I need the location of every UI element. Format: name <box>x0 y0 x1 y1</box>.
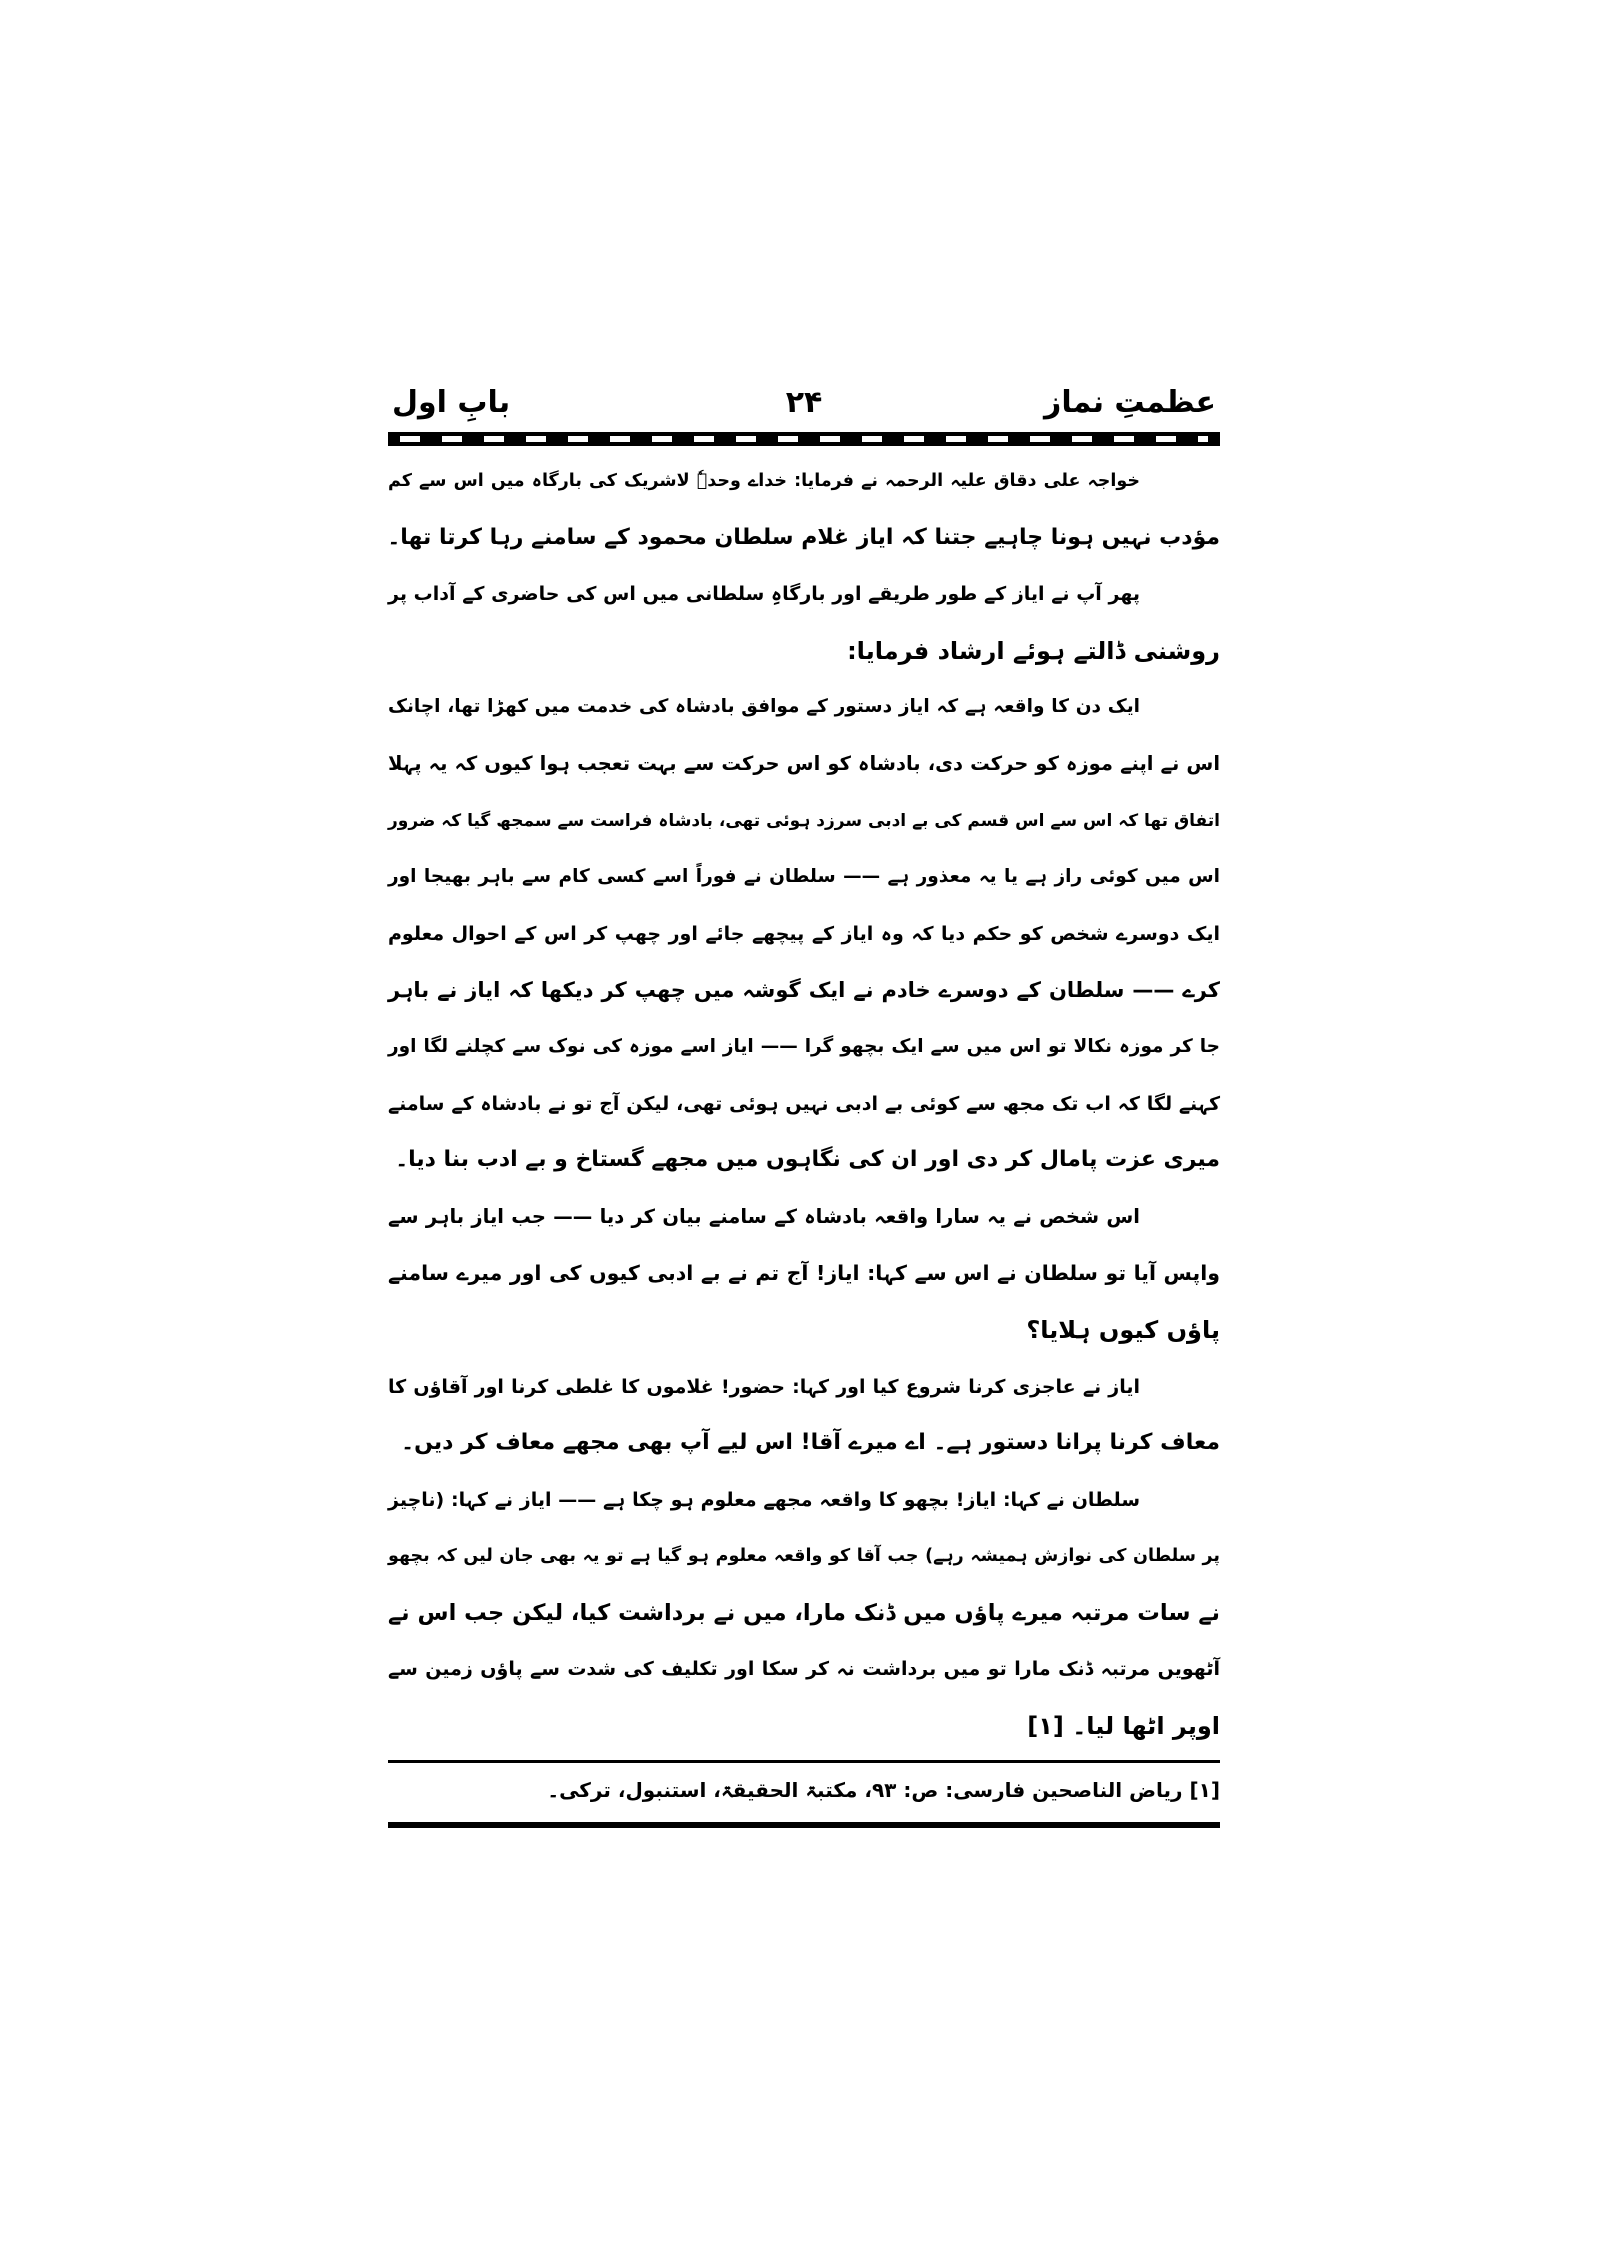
footnote-separator <box>388 1760 1220 1763</box>
text-line: مؤدب نہیں ہونا چاہیے جتنا کہ ایاز غلام سلطان محمود کے سامنے رہا کرتا تھا۔ <box>387 524 1220 550</box>
text-line: سلطان نے کہا: ایاز! بچھو کا واقعہ مجھے معلوم ہو چکا ہے —— ایاز نے کہا: (ناچیز <box>388 1488 1140 1511</box>
text-line: اس نے اپنے موزہ کو حرکت دی، بادشاہ کو اس حرکت سے بہت تعجب ہوا کیوں کہ یہ پہلا <box>388 751 1220 775</box>
text-line: کرے —— سلطان کے دوسرے خادم نے ایک گوشہ میں چھپ کر دیکھا کہ ایاز نے باہر <box>388 978 1220 1003</box>
rule-dashes <box>400 436 1208 442</box>
text-line: آٹھویں مرتبہ ڈنک مارا تو میں برداشت نہ کر سکا اور تکلیف کی شدت سے پاؤں زمین سے <box>388 1658 1220 1681</box>
text-line: جا کر موزہ نکالا تو اس میں سے ایک بچھو گرا —— ایاز اسے موزہ کی نوک سے کچلنے لگا اور <box>388 1035 1220 1057</box>
text-line: اوپر اٹھا لیا۔ [۱] <box>1027 1712 1220 1741</box>
text-line: ایک دوسرے شخص کو حکم دیا کہ وہ ایاز کے پیچھے جائے اور چھپ کر اس کے احوال معلوم <box>388 922 1220 945</box>
text-line: ایک دن کا واقعہ ہے کہ ایاز دستور کے موافق بادشاہ کی خدمت میں کھڑا تھا، اچانک <box>388 696 1140 718</box>
text-line: ایاز نے عاجزی کرنا شروع کیا اور کہا: حضور! غلاموں کا غلطی کرنا اور آقاؤں کا <box>388 1375 1140 1398</box>
text-line: میری عزت پامال کر دی اور ان کی نگاہوں میں مجھے گستاخ و بے ادب بنا دیا۔ <box>395 1147 1220 1173</box>
body-text <box>388 456 1220 1758</box>
text-line: پھر آپ نے ایاز کے طور طریقے اور بارگاہِ سلطانی میں اس کی حاضری کے آداب پر <box>388 583 1140 606</box>
text-line: پاؤں کیوں ہلایا؟ <box>1026 1315 1220 1344</box>
bottom-rule <box>388 1822 1220 1828</box>
text-line: اتفاق تھا کہ اس سے اس قسم کی بے ادبی سرزد ہوئی تھی، بادشاہ فراست سے سمجھ گیا کہ ضرور <box>388 810 1220 831</box>
text-line: نے سات مرتبہ میرے پاؤں میں ڈنک مارا، میں نے برداشت کیا، لیکن جب اس نے <box>388 1599 1220 1626</box>
running-header <box>388 378 1220 428</box>
footnote: [۱] ریاض الناصحین فارسی: ص: ۹۳، مکتبۃ الحقیقۃ، استنبول، ترکی۔ <box>547 1778 1220 1802</box>
book-title: عظمتِ نماز <box>1044 385 1216 420</box>
text-line: اس شخص نے یہ سارا واقعہ بادشاہ کے سامنے بیان کر دیا —— جب ایاز باہر سے <box>388 1204 1140 1228</box>
text-line: اس میں کوئی راز ہے یا یہ معذور ہے —— سلطان نے فوراً اسے کسی کام سے باہر بھیجا اور <box>388 866 1220 888</box>
chapter-title: بابِ اول <box>392 385 511 420</box>
text-line: روشنی ڈالتے ہوئے ارشاد فرمایا: <box>847 636 1220 665</box>
text-line: واپس آیا تو سلطان نے اس سے کہا: ایاز! آج تم نے بے ادبی کیوں کی اور میرے سامنے <box>388 1261 1220 1286</box>
header-dashed-rule <box>388 432 1220 446</box>
text-line: کہنے لگا کہ اب تک مجھ سے کوئی بے ادبی نہیں ہوئی تھی، لیکن آج تو نے بادشاہ کے سامنے <box>388 1092 1220 1115</box>
text-line: معاف کرنا پرانا دستور ہے۔ اے میرے آقا! اس لیے آپ بھی مجھے معاف کر دیں۔ <box>401 1430 1220 1456</box>
text-line: خواجہ علی دقاق علیہ الرحمہ نے فرمایا: خداے وحدہٗ لاشریک کی بارگاہ میں اس سے کم <box>388 471 1140 491</box>
page-number: ۲۴ <box>785 385 823 420</box>
text-line: پر سلطان کی نوازش ہمیشہ رہے) جب آقا کو واقعہ معلوم ہو گیا ہے تو یہ بھی جان لیں کہ بچھو <box>388 1546 1220 1567</box>
